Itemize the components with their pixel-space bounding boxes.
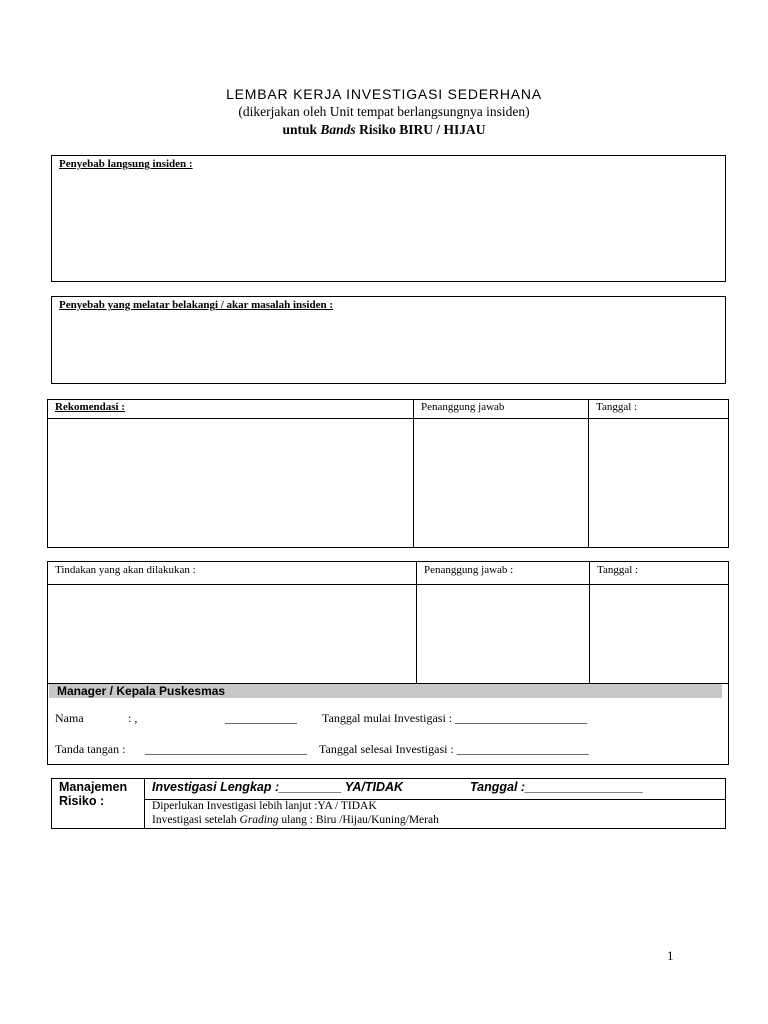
rekomendasi-penanggung-jawab-cell[interactable] [414,419,588,547]
scope-suffix: Risiko BIRU / HIJAU [355,122,486,137]
manajemen-label-line2: Risiko : [59,794,105,808]
document-subtitle: (dikerjakan oleh Unit tempat berlangsungnya insiden) [238,104,530,119]
tindakan-penanggung-jawab-header: Penanggung jawab : [424,564,514,576]
tindakan-cell[interactable] [48,585,416,683]
rekomendasi-table [47,399,729,548]
investigasi-setelah-grading[interactable] [152,814,439,826]
manajemen-risiko-label [59,780,127,808]
investigasi-lengkap-field[interactable]: Investigasi Lengkap :_________ YA/TIDAK [152,780,404,794]
scope-prefix: untuk [282,122,321,137]
akar-masalah-box[interactable] [51,296,726,384]
nama-field[interactable]: ____________ [225,711,297,725]
document-scope-line [0,122,768,138]
nama-separator: : , [128,711,138,725]
diperlukan-investigasi-lanjut[interactable]: Diperlukan Investigasi lebih lanjut :YA / TIDAK [152,800,377,812]
manager-heading: Manager / Kepala Puskesmas [49,684,722,698]
rekomendasi-tanggal-header: Tanggal : [596,401,638,413]
penyebab-langsung-label: Penyebab langsung insiden : [59,158,193,170]
akar-masalah-label: Penyebab yang melatar belakangi / akar masalah insiden : [59,299,334,311]
grading-suffix: ulang : Biru /Hijau/Kuning/Merah [278,814,439,826]
nama-label: Nama [55,711,84,725]
tanggal-selesai-investigasi-field[interactable]: Tanggal selesai Investigasi : ______________________ [319,742,589,756]
penyebab-langsung-box[interactable] [51,155,726,282]
rekomendasi-cell[interactable] [48,419,413,547]
tanda-tangan-label: Tanda tangan : [55,742,126,756]
tindakan-table [47,561,729,765]
tindakan-header: Tindakan yang akan dilakukan : [55,564,196,576]
document-title: LEMBAR KERJA INVESTIGASI SEDERHANA [226,86,542,102]
tanggal-mulai-investigasi-field[interactable]: Tanggal mulai Investigasi : ______________________ [322,711,588,725]
manajemen-tanggal-field[interactable]: Tanggal :_________________ [470,780,644,794]
rekomendasi-header: Rekomendasi : [55,401,125,413]
grading-prefix: Investigasi setelah [152,814,240,826]
rekomendasi-penanggung-jawab-header: Penanggung jawab [421,401,505,413]
tindakan-penanggung-jawab-cell[interactable] [417,585,589,683]
rekomendasi-tanggal-cell[interactable] [589,419,728,547]
manajemen-label-line1: Manajemen [59,780,128,794]
grading-italic: Grading [239,814,279,826]
manajemen-col-divider [144,779,145,828]
manajemen-risiko-table [51,778,726,829]
tindakan-tanggal-header: Tanggal : [597,564,639,576]
scope-italic: Bands [320,122,356,137]
page-number: 1 [667,948,674,963]
tanda-tangan-field[interactable]: ___________________________ [145,742,307,756]
tindakan-tanggal-cell[interactable] [590,585,728,683]
